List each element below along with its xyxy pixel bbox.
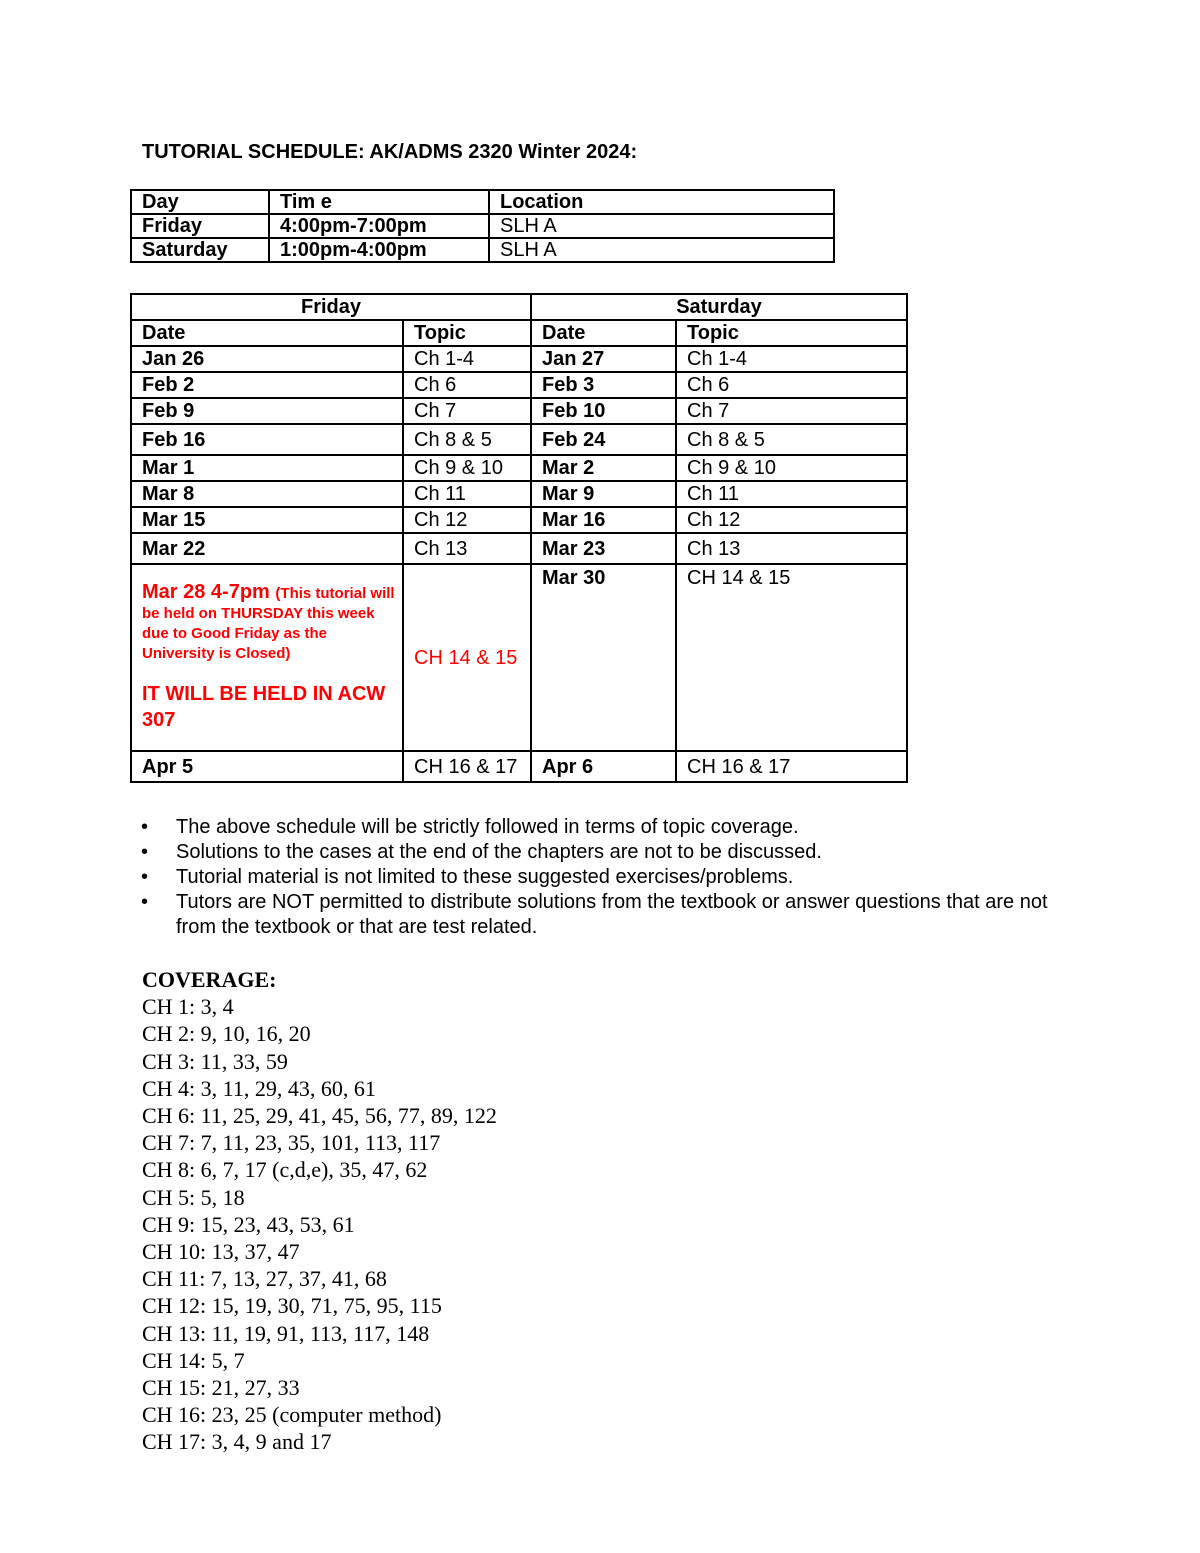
saturday-topic-cell: Ch 7 [676, 398, 907, 424]
friday-topic-cell: Ch 1-4 [403, 346, 531, 372]
friday-topic-cell: Ch 11 [403, 481, 531, 507]
friday-date-cell: Feb 9 [131, 398, 403, 424]
table-row [131, 424, 907, 455]
table-row [131, 455, 907, 481]
friday-topic-header: Topic [403, 320, 531, 346]
saturday-group-header: Saturday [531, 294, 907, 320]
friday-topic-cell: Ch 12 [403, 507, 531, 533]
location-cell: SLH A [489, 238, 834, 262]
saturday-date-cell: Mar 23 [531, 533, 676, 564]
saturday-topic-cell: CH 16 & 17 [676, 751, 907, 782]
saturday-topic-cell: CH 14 & 15 [676, 564, 907, 751]
column-header-day: Day [131, 190, 269, 214]
notes-list [141, 815, 1061, 940]
coverage-line: CH 5: 5, 18 [142, 1184, 245, 1210]
saturday-date-cell: Mar 2 [531, 455, 676, 481]
coverage-line: CH 7: 7, 11, 23, 35, 101, 113, 117 [142, 1130, 441, 1156]
saturday-date-cell: Mar 30 [531, 564, 676, 751]
coverage-line: CH 6: 11, 25, 29, 41, 45, 56, 77, 89, 122 [142, 1103, 497, 1129]
friday-topic-cell: Ch 6 [403, 372, 531, 398]
table-row [131, 238, 834, 262]
saturday-topic-cell: Ch 6 [676, 372, 907, 398]
special-location-notice: IT WILL BE HELD IN ACW 307 [142, 682, 386, 731]
bullet-icon: • [141, 891, 149, 913]
schedule-table [130, 293, 908, 783]
table-row [131, 372, 907, 398]
table-row [131, 214, 834, 238]
friday-group-header: Friday [131, 294, 531, 320]
saturday-topic-cell: Ch 1-4 [676, 346, 907, 372]
friday-date-cell: Mar 1 [131, 455, 403, 481]
coverage-line: CH 3: 11, 33, 59 [142, 1048, 288, 1074]
table-row [131, 533, 907, 564]
saturday-topic-cell: Ch 13 [676, 533, 907, 564]
friday-date-header: Date [131, 320, 403, 346]
friday-date-cell: Mar 15 [131, 507, 403, 533]
list-item: • Tutorial material is not limited to these suggested exercises/problems. [141, 866, 794, 888]
friday-date-cell: Apr 5 [131, 751, 403, 782]
friday-special-cell [131, 564, 403, 751]
table-row [131, 398, 907, 424]
coverage-line: CH 9: 15, 23, 43, 53, 61 [142, 1211, 355, 1237]
friday-date-cell: Feb 16 [131, 424, 403, 455]
friday-date-cell: Mar 22 [131, 533, 403, 564]
saturday-topic-cell: Ch 9 & 10 [676, 455, 907, 481]
coverage-line: CH 14: 5, 7 [142, 1347, 245, 1373]
saturday-date-cell: Apr 6 [531, 751, 676, 782]
bullet-icon: • [141, 841, 149, 863]
coverage-line: CH 1: 3, 4 [142, 994, 234, 1020]
special-table-row [131, 564, 907, 751]
saturday-topic-cell: Ch 11 [676, 481, 907, 507]
column-header-location: Location [489, 190, 834, 214]
friday-special-topic-cell: CH 14 & 15 [403, 564, 531, 751]
day-cell: Saturday [131, 238, 269, 262]
coverage-line: CH 17: 3, 4, 9 and 17 [142, 1429, 332, 1455]
bullet-icon: • [141, 816, 149, 838]
saturday-date-cell: Mar 9 [531, 481, 676, 507]
friday-topic-cell: Ch 8 & 5 [403, 424, 531, 455]
table-header-row [131, 190, 834, 214]
coverage-line: CH 2: 9, 10, 16, 20 [142, 1021, 311, 1047]
table-row [131, 481, 907, 507]
coverage-line: CH 16: 23, 25 (computer method) [142, 1402, 442, 1428]
coverage-line: CH 10: 13, 37, 47 [142, 1239, 300, 1265]
coverage-line: CH 15: 21, 27, 33 [142, 1375, 300, 1401]
list-item: • The above schedule will be strictly followed in terms of topic coverage. [141, 816, 799, 838]
saturday-date-cell: Mar 16 [531, 507, 676, 533]
coverage-section [142, 966, 497, 1456]
column-header-time: Tim e [269, 190, 489, 214]
special-date: Mar 28 4-7pm [142, 580, 270, 603]
coverage-line: CH 4: 3, 11, 29, 43, 60, 61 [142, 1075, 376, 1101]
document-title: TUTORIAL SCHEDULE: AK/ADMS 2320 Winter 2024: [142, 141, 638, 163]
coverage-heading: COVERAGE: [142, 967, 277, 992]
sub-header-row [131, 320, 907, 346]
time-cell: 4:00pm-7:00pm [269, 214, 489, 238]
list-item: • Tutors are NOT permitted to distribute solutions from the textbook or answer questions that are not from the textbook or that are test related. [141, 891, 1048, 938]
saturday-date-cell: Feb 24 [531, 424, 676, 455]
bullet-icon: • [141, 866, 149, 888]
coverage-line: CH 11: 7, 13, 27, 37, 41, 68 [142, 1266, 387, 1292]
saturday-date-cell: Feb 10 [531, 398, 676, 424]
saturday-date-cell: Jan 27 [531, 346, 676, 372]
saturday-topic-header: Topic [676, 320, 907, 346]
saturday-topic-cell: Ch 12 [676, 507, 907, 533]
coverage-line: CH 13: 11, 19, 91, 113, 117, 148 [142, 1320, 430, 1346]
coverage-line: CH 8: 6, 7, 17 (c,d,e), 35, 47, 62 [142, 1157, 428, 1183]
group-header-row [131, 294, 907, 320]
saturday-topic-cell: Ch 8 & 5 [676, 424, 907, 455]
friday-date-cell: Mar 8 [131, 481, 403, 507]
table-row [131, 346, 907, 372]
friday-topic-cell: Ch 9 & 10 [403, 455, 531, 481]
coverage-line: CH 12: 15, 19, 30, 71, 75, 95, 115 [142, 1293, 442, 1319]
friday-date-cell: Feb 2 [131, 372, 403, 398]
friday-topic-cell: Ch 13 [403, 533, 531, 564]
table-row [131, 507, 907, 533]
saturday-date-header: Date [531, 320, 676, 346]
table-row [131, 751, 907, 782]
time-cell: 1:00pm-4:00pm [269, 238, 489, 262]
friday-topic-cell: Ch 7 [403, 398, 531, 424]
day-cell: Friday [131, 214, 269, 238]
friday-date-cell: Jan 26 [131, 346, 403, 372]
saturday-date-cell: Feb 3 [531, 372, 676, 398]
friday-topic-cell: CH 16 & 17 [403, 751, 531, 782]
tutorial-times-table [130, 189, 835, 263]
special-note: (This tutorial will be held on THURSDAY this week due to Good Friday as the University is Closed) [142, 584, 395, 662]
location-cell: SLH A [489, 214, 834, 238]
list-item: • Solutions to the cases at the end of the chapters are not to be discussed. [141, 841, 822, 863]
